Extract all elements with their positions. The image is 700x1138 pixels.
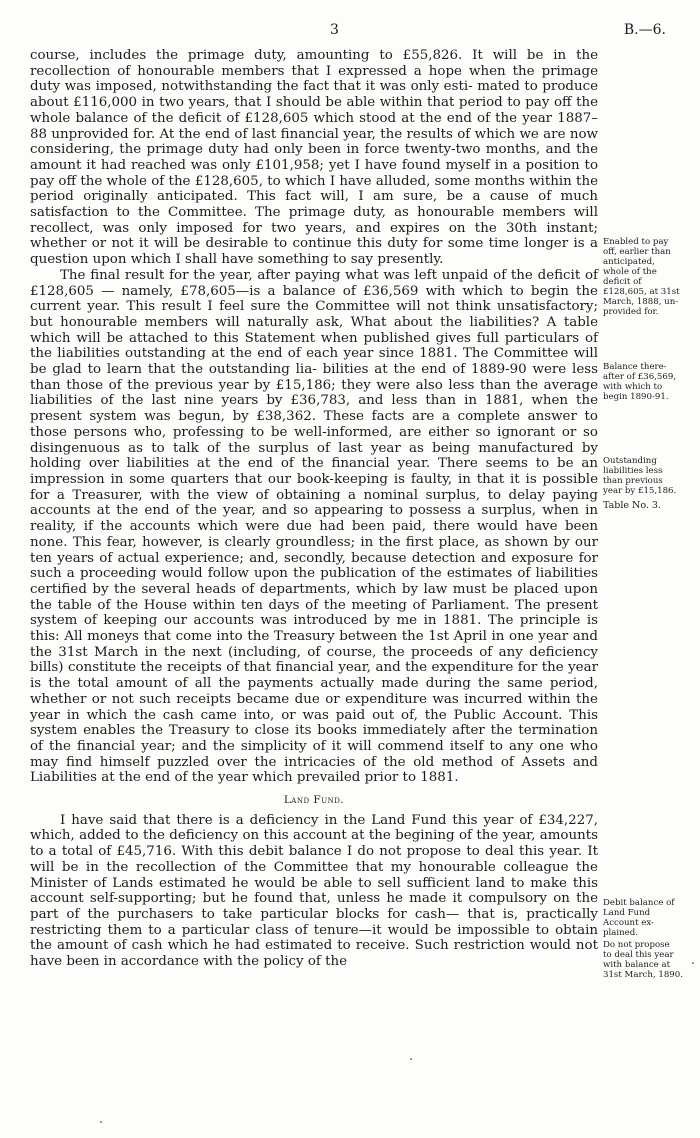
margin-note-line: £128,605, at 31st [603, 287, 680, 297]
text-line: published gives full particulars of the liabilities outstanding at the end of each [30, 330, 599, 362]
text-line: been in force twenty-two months, and the amount it had reached was only [30, 142, 599, 173]
text-line: our accounts was introduced by me in 1881. The principle is this: All moneys [30, 613, 598, 645]
margin-speck [692, 962, 694, 964]
margin-note-enabled-to-pay [603, 237, 693, 317]
text-line: the total amount of all the payments actually made during the same period, [48, 676, 598, 692]
margin-note-balance-thereafter [603, 362, 693, 402]
text-line: land to make this account self-supporting; but he found that, unless he made [30, 875, 598, 907]
text-line: and, secondly, because detection and exposure for such a proceeding would [30, 550, 598, 582]
margin-note-line: deficit of [603, 277, 642, 287]
page-speck [100, 1121, 102, 1123]
text-line: and less than in 1881, when the present system was begun, by £38,362. These [30, 393, 598, 425]
text-line: impossible to obtain the amount of cash which he had estimated to receive. [30, 922, 598, 954]
text-line: whether or not such receipts became due or expenditure was incurred within [30, 691, 571, 707]
margin-note-line: Balance there- [603, 362, 667, 372]
text-line: colleague the Minister of Lands estimated he would be able to sell sufficient [30, 859, 598, 891]
text-line: year, the results of which we are now considering, the primage duty had only [30, 126, 598, 158]
page-header [30, 18, 670, 40]
text-line: be desirable to continue this duty for some time longer is a question upon which I [30, 236, 598, 268]
text-line: been paid, there would have been none. This fear, however, is clearly [30, 519, 598, 550]
text-line: which, added to the deficiency on this account at the begining of the year, [30, 828, 536, 844]
page-speck [410, 1058, 412, 1060]
text-line: £101,958; yet I have found myself in a position to pay off the whole of the [30, 157, 599, 189]
page-number: 3 [330, 22, 339, 38]
text-line: bilities at the end of 1889-90 were less than those of the previous year by £15,186; [30, 362, 599, 393]
margin-note-line: after of £36,569, [603, 372, 677, 382]
margin-note-line: Outstanding [603, 456, 657, 466]
margin-note-line: March, 1888, un- [603, 297, 679, 307]
text-line: I have said that there is a deficiency in the Land Fund this year of £34,227, [60, 812, 598, 828]
text-line: surplus, to delay paying accounts at the end of the year, and so appearing [30, 487, 598, 519]
margin-note-line: whole of the [603, 267, 657, 277]
section-heading-land-fund: Land Fund. [283, 794, 345, 807]
margin-note-line: begin 1890-91. [603, 392, 669, 402]
text-line: that period to pay off the whole balance of the deficit of £128,605 which [30, 95, 598, 126]
text-line: Committee. The primage duty, as honourable members will recollect, was only [30, 205, 598, 236]
text-line: this year. It will be in the recollection of the Committee that my honourable [30, 844, 598, 875]
margin-note-line: anticipated, [603, 257, 655, 267]
text-line: about the liabilities? A table which will be attached to this Statement when [30, 314, 598, 346]
text-line: constitute the receipts of that financial year, and the expenditure for the year is [30, 660, 598, 692]
text-line: March in the next (including, of course, the proceeds of any deficiency bills) [30, 644, 598, 676]
paragraph-primage-duty [30, 48, 598, 268]
margin-note-table-reference [603, 501, 693, 511]
text-line: to possess a surplus, when in reality, if the accounts which were due had [30, 503, 598, 535]
text-line: deficit of £128,605 — namely, £78,605—is a balance of £36,569 with which [30, 267, 598, 299]
text-line: imposed for two years, and expires on the 30th instant; whether or not it will [30, 220, 598, 252]
text-line: being manufactured by holding over liabilities at the end of the financial year. [30, 440, 598, 472]
text-line: course, includes the primage duty, amounting to £55,826. It will be in [30, 48, 567, 63]
text-line: the year in which the cash came into, or was paid out of, the Public Account. [30, 691, 598, 723]
text-line: This system enables the Treasury to close its books immediately after the [30, 707, 598, 739]
paragraph-land-fund [30, 813, 598, 970]
text-line: follow upon the publication of the estimates of liabilities certified by the several [30, 566, 598, 597]
text-line: year since 1881. The Committee will be glad to learn that the outstanding lia- [30, 346, 598, 378]
margin-note-line: to deal this year [603, 950, 674, 960]
margin-note-line: Land Fund [603, 908, 651, 918]
text-line: that is, practically restricting them to a particular class of tenure—it would be [30, 906, 599, 938]
text-line: shall have something to say presently. [185, 252, 444, 268]
margin-note-line: off, earlier than [603, 247, 671, 257]
text-line: to begin the current year. This result I feel sure the Committee will [30, 283, 598, 315]
text-line: mated to produce about £116,000 in two years, that I should be able within [30, 79, 598, 111]
main-text [30, 48, 598, 970]
margin-note-line: plained. [603, 928, 638, 938]
margin-note-line: liabilities less [603, 466, 663, 476]
text-line: The final result for the year, after paying what was left unpaid of the [60, 267, 533, 283]
document-reference: B.—6. [623, 22, 666, 38]
margin-note-line: Table No. 3. [603, 500, 661, 511]
paragraph-final-result [30, 268, 598, 786]
margin-note-line: year by £15,186. [603, 486, 677, 496]
text-line: anticipated. This fact will, I am sure, be a cause of much satisfaction to the [30, 189, 598, 221]
text-line: are either so ignorant or so disingenuous as to talk of the surplus of last year as [30, 424, 598, 456]
margin-note-line: Debit balance of [603, 898, 675, 908]
margin-note-debit-balance [603, 898, 693, 938]
text-line: they were also less than the average liabilities of the last nine years by £36,783, [30, 377, 599, 409]
text-line: the recollection of honourable members that I expressed a hope when the [30, 48, 598, 79]
margin-note-line: with balance at [603, 960, 671, 970]
margin-note-line: Account ex- [603, 918, 654, 928]
text-line: within ten days of the meeting of Parliament. The present system of keeping [30, 597, 598, 629]
margin-note-do-not-propose [603, 940, 693, 980]
margin-note-line: with which to [603, 382, 663, 392]
text-line: of Assets and Liabilities at the end of the year which prevailed prior to 1881. [30, 754, 598, 786]
text-line: heads of departments, which by law must be placed upon the table of the House [30, 581, 598, 613]
text-line: There seems to be an impression in some quarters that our book-keeping is [30, 456, 598, 487]
text-line: facts are a complete answer to those persons who, professing to be well-informed, [30, 409, 598, 440]
text-line: £128,605, to which I have alluded, some months within the period originally [30, 173, 598, 205]
text-line: primage duty was imposed, notwithstanding the fact that it was only esti- [30, 63, 598, 95]
text-line: not think unsatisfactory; but honourable members will naturally ask, What [30, 299, 598, 330]
text-line: amounts to a total of £45,716. With this debit balance I do not propose to deal [30, 828, 598, 860]
text-line: that come into the Treasury between the 1st April in one year and the 31st [30, 629, 598, 660]
margin-note-outstanding-liabilities [603, 456, 693, 496]
text-line: groundless; in the first place, as shown by our ten years of actual experience; [30, 534, 598, 566]
text-line: it compulsory on the part of the purchasers to take particular blocks for cash— [30, 891, 598, 922]
margin-note-line: provided for. [603, 307, 659, 317]
text-line: termination of the financial year; and the simplicity of it will commend itself [30, 723, 598, 754]
margin-note-line: 31st March, 1890. [603, 970, 683, 980]
margin-note-line: Do not propose [603, 940, 670, 950]
text-line: to any one who may find himself puzzled over the intricacies of the old method [30, 738, 598, 770]
text-line: stood at the end of the year 1887–88 unprovided for. At the end of last financial [30, 110, 598, 142]
margin-note-line: than previous [603, 476, 663, 486]
margin-note-line: Enabled to pay [603, 237, 669, 247]
text-line: faulty, in that it is possible for a Treasurer, with the view of obtaining a nominal [30, 471, 599, 503]
text-line: Such restriction would not have been in accordance with the policy of the [30, 938, 599, 970]
